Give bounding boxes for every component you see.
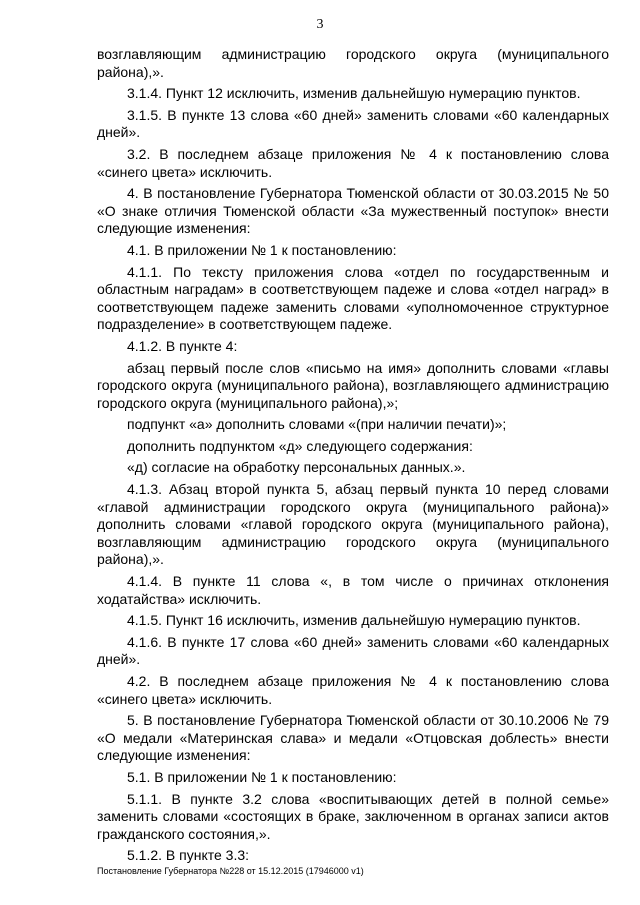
page-number: 3 — [316, 17, 324, 32]
paragraph: 3.2. В последнем абзаце приложения № 4 к постановлению слова «синего цвета» исключить. — [97, 145, 609, 180]
paragraph: 5.1.2. В пункте 3.3: — [127, 847, 250, 864]
paragraph: абзац первый после слов «письмо на имя» дополнить словами «главы городского округа (муниципального района), возглавляющего администрацию городского округа (муниципального района),»; — [97, 359, 609, 411]
paragraph: 4.2. В последнем абзаце приложения № 4 к постановлению слова «синего цвета» исключить. — [97, 673, 609, 707]
paragraph: 3.1.4. Пункт 12 исключить, изменив дальнейшую нумерацию пунктов. — [127, 85, 581, 102]
document-footer: Постановление Губернатора №228 от 15.12.2015 (17946000 v1) — [97, 866, 364, 876]
paragraph: 4.1.2. В пункте 4: — [127, 337, 238, 354]
paragraph: 4. В постановление Губернатора Тюменской области от 30.03.2015 № 50 «О знаке отличия Тюменской области «За мужественный поступок» внести следующие изменения: — [97, 185, 609, 237]
paragraph: 5. В постановление Губернатора Тюменской области от 30.10.2006 № 79 «О медали «Материнская слава» и медали «Отцовская доблесть» внести следующие изменения: — [97, 712, 609, 764]
paragraph: подпункт «а» дополнить словами «(при наличии печати)»; — [127, 416, 507, 433]
document-body — [97, 46, 609, 869]
paragraph: 4.1.1. По тексту приложения слова «отдел по государственным и областным наградам» в соответствующем падеже и слова «отдел наград» в соответствующем падеже заменить словами «уполномоченное структурное подразделение» в соответствующем падеже. — [97, 263, 609, 333]
paragraph: 3.1.5. В пункте 13 слова «60 дней» заменить словами «60 календарных дней». — [97, 106, 609, 141]
paragraph: 4.1.4. В пункте 11 слова «, в том числе о причинах отклонения ходатайства» исключить. — [97, 573, 609, 607]
paragraph: 5.1. В приложении № 1 к постановлению: — [127, 768, 397, 785]
paragraph: 4.1.3. Абзац второй пункта 5, абзац первый пункта 10 перед словами «главой администрации городского округа (муниципального района)» дополнить словами «главой городского округа (муниципального района), возглавляющим администрацию городского округа (муниципального района),». — [97, 481, 609, 568]
paragraph: «д) согласие на обработку персональных данных.». — [127, 459, 466, 476]
paragraph: дополнить подпунктом «д» следующего содержания: — [127, 437, 473, 454]
paragraph: 4.1.5. Пункт 16 исключить, изменив дальнейшую нумерацию пунктов. — [127, 612, 581, 629]
paragraph: 5.1.1. В пункте 3.2 слова «воспитывающих детей в полной семье» заменить словами «состоящих в браке, заключенном в органах записи актов гражданского состояния,». — [97, 790, 609, 842]
paragraph: возглавляющим администрацию городского округа (муниципального района),». — [97, 46, 609, 80]
paragraph: 4.1. В приложении № 1 к постановлению: — [127, 241, 397, 258]
paragraph: 4.1.6. В пункте 17 слова «60 дней» заменить словами «60 календарных дней». — [97, 633, 609, 668]
